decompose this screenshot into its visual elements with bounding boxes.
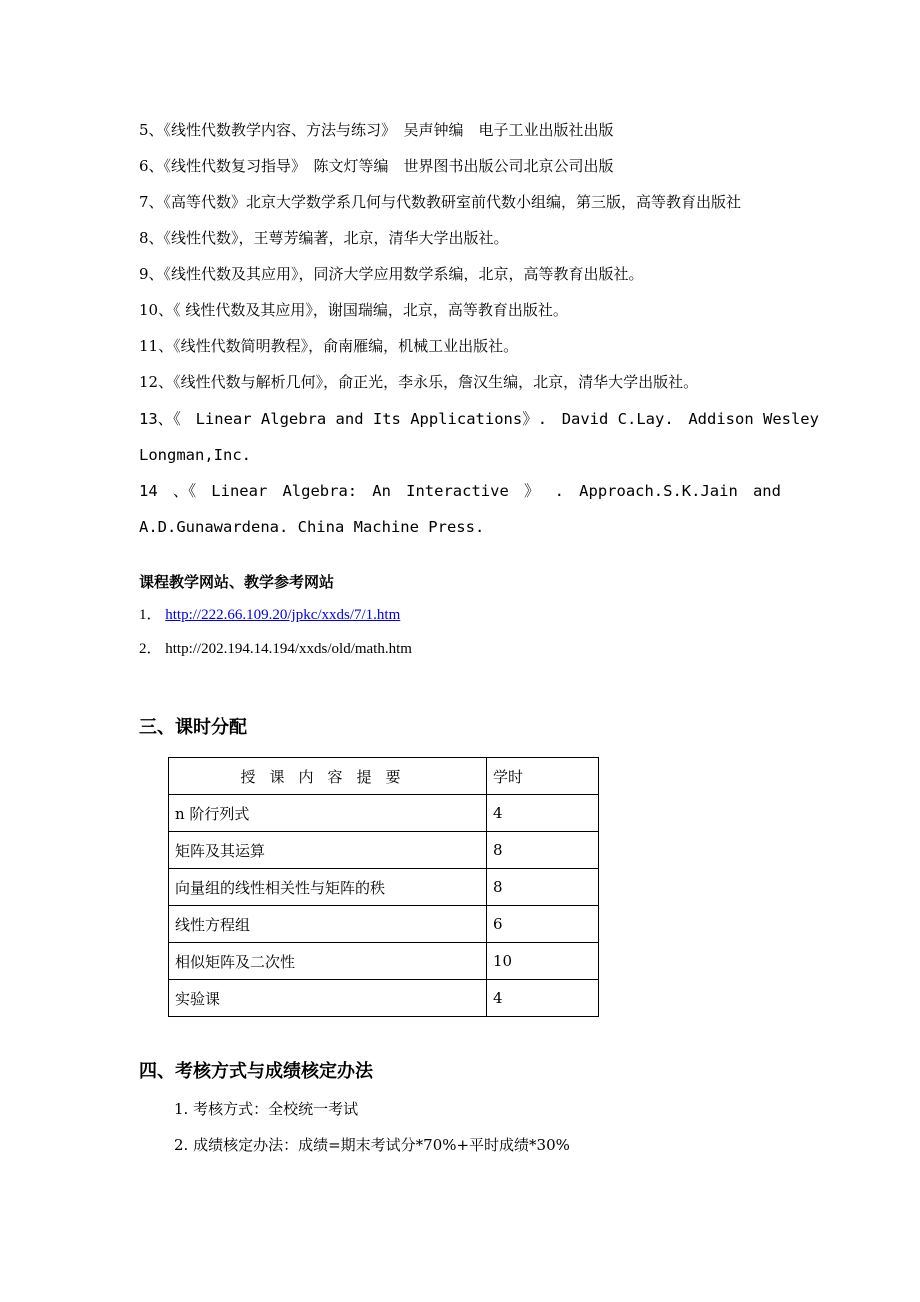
- website-number: 2．: [139, 641, 162, 657]
- table-cell-hours: 10: [487, 943, 599, 980]
- ref13-part: David C.Lay.: [561, 410, 674, 428]
- reference-item: 9、《线性代数及其应用》，同济大学应用数学系编，北京，高等教育出版社。: [139, 265, 644, 283]
- table-cell-topic: 向量组的线性相关性与矩阵的秩: [169, 869, 487, 906]
- ref14-part: 、《: [172, 482, 197, 500]
- reference-item-13: [139, 409, 819, 429]
- table-cell-hours: 8: [487, 832, 599, 869]
- reference-item: 11、《线性代数简明教程》，俞南雁编，机械工业出版社。: [139, 337, 519, 355]
- ref13-part: Addison Wesley: [688, 410, 819, 428]
- reference-item: 7、《高等代数》北京大学数学系几何与代数教研室前代数小组编，第三版，高等教育出版社: [139, 193, 742, 211]
- table-cell-topic: 实验课: [169, 980, 487, 1017]
- table-row: [169, 832, 599, 869]
- websites-heading: 课程教学网站、教学参考网站: [139, 573, 335, 591]
- table-row: [169, 980, 599, 1017]
- reference-item: 12、《线性代数与解析几何》，俞正光，李永乐，詹汉生编，北京，清华大学出版社。: [139, 373, 699, 391]
- table-cell-topic: 矩阵及其运算: [169, 832, 487, 869]
- ref13-part: Linear Algebra and Its Applications》.: [195, 410, 548, 428]
- table-cell-hours: 4: [487, 980, 599, 1017]
- table-row: [169, 869, 599, 906]
- table-header-content: 授课内容提要: [169, 758, 487, 795]
- website-number: 1．: [139, 607, 162, 623]
- website-item: [139, 639, 412, 659]
- reference-item-13-cont: Longman,Inc.: [139, 446, 251, 464]
- table-cell-hours: 4: [487, 795, 599, 832]
- assessment-item: 2. 成绩核定办法：成绩=期末考试分*70%+平时成绩*30%: [174, 1136, 570, 1154]
- table-header-hours: 学时: [487, 758, 599, 795]
- table-row: [169, 943, 599, 980]
- reference-item-14-cont: A.D.Gunawardena. China Machine Press.: [139, 518, 485, 536]
- assessment-item: 1. 考核方式：全校统一考试: [174, 1100, 359, 1118]
- ref14-part: 》: [523, 482, 540, 500]
- section-title-hours: 三、课时分配: [139, 717, 247, 738]
- reference-item-14: [139, 481, 781, 501]
- table-row: [169, 906, 599, 943]
- reference-item: 10、《 线性代数及其应用》，谢国瑞编，北京，高等教育出版社。: [139, 301, 568, 319]
- table-cell-hours: 6: [487, 906, 599, 943]
- table-cell-topic: 相似矩阵及二次性: [169, 943, 487, 980]
- ref13-part: 13、《: [139, 410, 181, 428]
- website-item: [139, 605, 400, 625]
- section-title-assessment: 四、考核方式与成绩核定办法: [139, 1061, 373, 1082]
- table-cell-topic: n 阶行列式: [169, 795, 487, 832]
- ref14-part: An: [372, 482, 391, 500]
- ref14-part: Linear: [211, 482, 268, 500]
- ref14-part: Interactive: [406, 482, 509, 500]
- ref14-part: Approach.S.K.Jain: [579, 482, 738, 500]
- table-cell-topic: 线性方程组: [169, 906, 487, 943]
- reference-item: 6、《线性代数复习指导》 陈文灯等编 世界图书出版公司北京公司出版: [139, 157, 614, 175]
- table-row: [169, 795, 599, 832]
- ref14-part: and: [752, 482, 781, 500]
- table-header-row: [169, 758, 599, 795]
- reference-item: 5、《线性代数教学内容、方法与练习》 吴声钟编 电子工业出版社出版: [139, 121, 614, 139]
- ref14-part: .: [554, 482, 564, 500]
- hours-table: [168, 757, 599, 1017]
- website-link[interactable]: http://222.66.109.20/jpkc/xxds/7/1.htm: [165, 607, 401, 623]
- reference-item: 8、《线性代数》，王萼芳编著，北京，清华大学出版社。: [139, 229, 509, 247]
- table-cell-hours: 8: [487, 869, 599, 906]
- ref14-part: Algebra:: [282, 482, 358, 500]
- ref14-part: 14: [139, 482, 158, 500]
- website-url: http://202.194.14.194/xxds/old/math.htm: [165, 641, 412, 657]
